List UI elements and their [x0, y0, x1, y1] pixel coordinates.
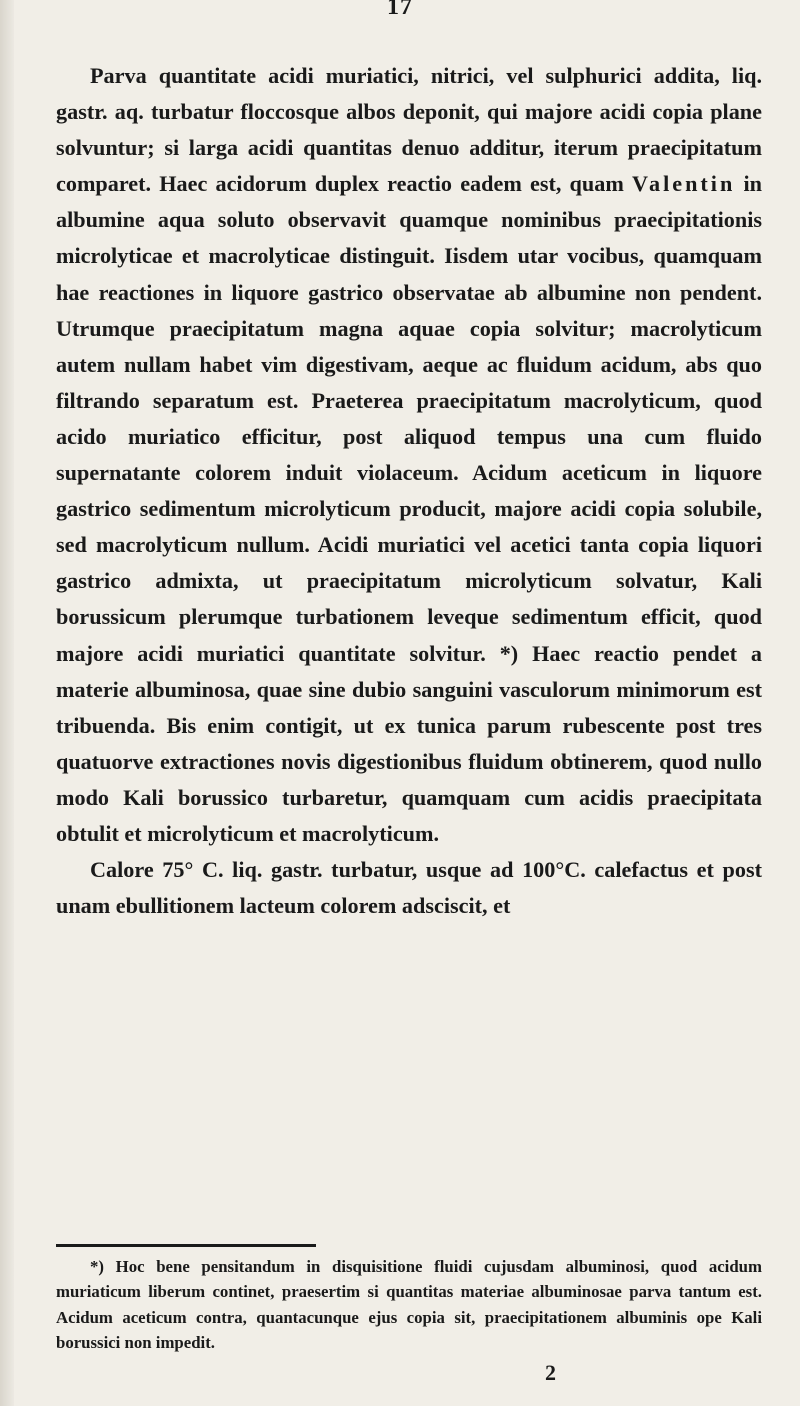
footnote-text: *) Hoc bene pensitandum in disquisitione fluidi cujusdam albuminosi, quod acidum muriaticum liberum continet, praesertim si quantitas materiae albuminosae parva tantum est. Acidum aceticum contra, quantacunque ejus copia sit, praecipitationem albuminis ope Kali borussici non impedit.: [56, 1257, 762, 1353]
paragraph-1-part-b: in albumine aqua soluto observavit quamque nominibus praecipitationis microlyticae et macrolyticae distinguit. Iisdem utar vocibus, quamquam hae reactiones in liquore gastrico observatae ab albumine non pendent. Utrumque praecipitatum magna aquae copia solvitur; macrolyticum autem nullam habet vim digestivam, aeque ac fluidum acidum, abs quo filtrando separatum est. Praeterea praecipitatum macrolyticum, quod acido muriatico efficitur, post aliquod tempus una cum fluido supernatante colorem induit violaceum. Acidum aceticum in liquore gastrico sedimentum microlyticum producit, majore acidi copia solubile, sed macrolyticum nullum. Acidi muriatici vel acetici tanta copia liquori gastrico admixta, ut praecipitatum microlyticum solvatur, Kali borussicum plerumque turbationem leveque sedimentum efficit, quod majore acidi muriatici quantitate solvitur. *) Haec reactio pendet a materie albuminosa, quae sine dubio sanguini vasculorum minimorum est tribuenda. Bis enim contigit, ut ex tunica parum rubescente post tres quatuorve extractiones novis digestionibus fluidum obtinerem, quod nullo modo Kali borussico turbaretur, quamquam cum acidis praecipitata obtulit et microlyticum et macrolyticum.: [56, 171, 762, 846]
paragraph-1-part-a: Parva quantitate acidi muriatici, nitrici, vel sulphurici addita, liq. gastr. aq. turbatur floccosque albos deponit, qui majore acidi copia plane solvuntur; si larga acidi quantitas denuo additur, iterum praecipitatum comparet. Haec acidorum duplex reactio eadem est, quam: [56, 63, 762, 197]
main-text: [56, 58, 762, 924]
footnote-separator: [56, 1244, 316, 1247]
paragraph-1: [56, 58, 762, 852]
footnote: [56, 1254, 762, 1356]
paragraph-2: Calore 75° C. liq. gastr. turbatur, usque ad 100°C. calefactus et post unam ebullitionem lacteum colorem adsciscit, et: [56, 857, 762, 919]
author-name-valentin: Valentin: [631, 171, 736, 197]
page-number: 17: [387, 0, 413, 20]
signature-mark: 2: [545, 1360, 556, 1385]
scan-edge-shadow: [0, 0, 14, 1406]
